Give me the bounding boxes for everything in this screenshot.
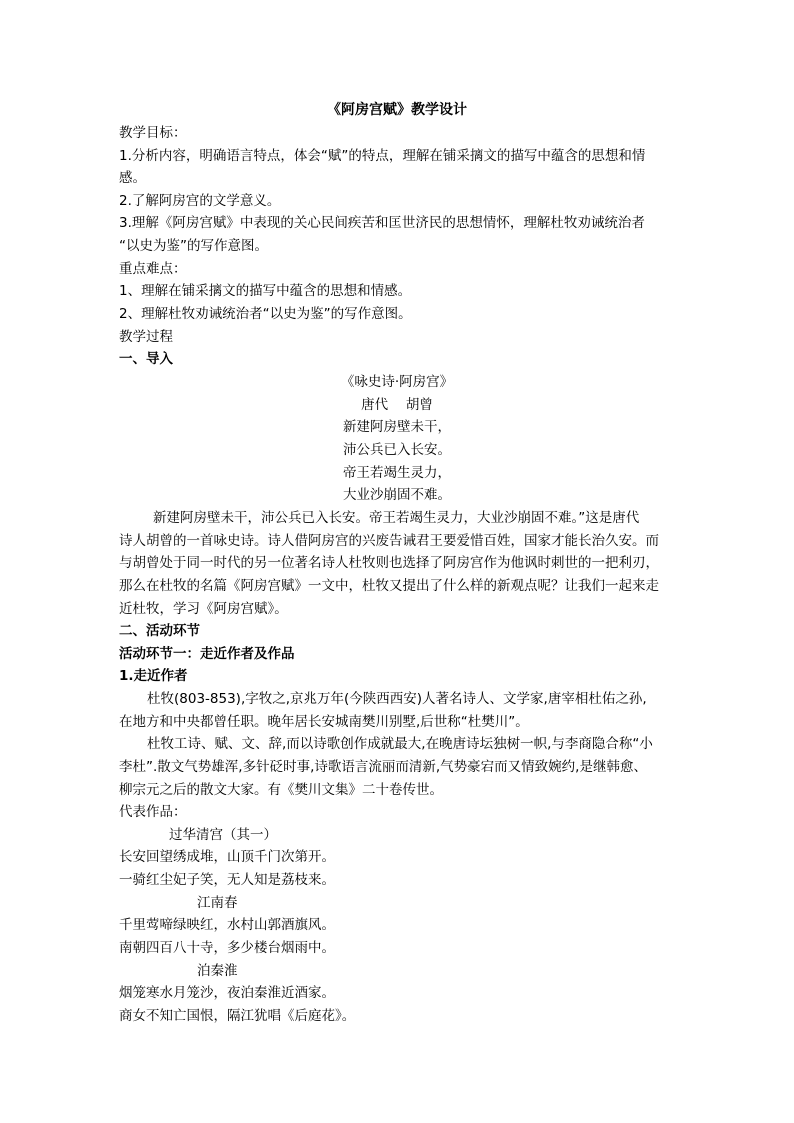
bio-line: 柳宗元之后的散文大家。有《樊川文集》二十卷传世。 bbox=[119, 782, 443, 798]
work-line: 长安回望绣成堆，山顶千门次第开。 bbox=[119, 849, 335, 865]
objective-1-line-1: 1.分析内容，明确语言特点，体会“赋”的特点，理解在铺采摛文的描写中蕴含的思想和情 bbox=[119, 148, 646, 164]
process-heading: 教学过程 bbox=[119, 329, 173, 345]
bio-line: 李杜”.散文气势雄浑,多针砭时事,诗歌语言流丽而清新,气势豪宕而又情致婉约,是继韩愈、 bbox=[119, 759, 647, 775]
poem-title: 《咏史诗·阿房宫》 bbox=[340, 374, 454, 390]
intro-paragraph-line: 诗人胡曾的一首咏史诗。诗人借阿房宫的兴废告诫君王要爱惜百姓，国家才能长治久安。而 bbox=[119, 533, 659, 549]
poem-line: 帝王若竭生灵力， bbox=[343, 465, 451, 481]
bio-line: 杜牧工诗、赋、文、辞,而以诗歌创作成就最大,在晚唐诗坛独树一帜,与李商隐合称“小 bbox=[147, 736, 653, 752]
objective-3-line-2: “以史为鉴”的写作意图。 bbox=[119, 238, 268, 254]
section-1-heading: 一、导入 bbox=[119, 351, 173, 367]
objectives-heading: 教学目标： bbox=[119, 125, 187, 141]
key-point-2: 2、理解杜牧劝诫统治者“以史为鉴”的写作意图。 bbox=[119, 306, 412, 322]
intro-paragraph-line: 那么在杜牧的名篇《阿房宫赋》一文中，杜牧又提出了什么样的新观点呢？让我们一起来走 bbox=[119, 578, 659, 594]
objective-1-line-2: 感。 bbox=[119, 170, 146, 186]
key-points-heading: 重点难点： bbox=[119, 261, 187, 277]
document-title: 《阿房宫赋》教学设计 bbox=[327, 102, 467, 118]
bio-line: 在地方和中央都曾任职。晚年居长安城南樊川别墅,后世称“杜樊川”。 bbox=[119, 714, 529, 730]
objective-2: 2.了解阿房宫的文学意义。 bbox=[119, 193, 281, 209]
poem-line: 大业沙崩固不难。 bbox=[343, 487, 451, 503]
objective-3-line-1: 3.理解《阿房宫赋》中表现的关心民间疾苦和匡世济民的思想情怀，理解杜牧劝诫统治者 bbox=[119, 215, 645, 231]
work-line: 南朝四百八十寺，多少楼台烟雨中。 bbox=[119, 940, 335, 956]
key-point-1: 1、理解在铺采摛文的描写中蕴含的思想和情感。 bbox=[119, 283, 412, 299]
intro-paragraph-line: 近杜牧，学习《阿房宫赋》。 bbox=[119, 601, 288, 617]
work-title: 江南春 bbox=[197, 895, 238, 911]
poem-author: 唐代 胡曾 bbox=[361, 397, 433, 413]
section-2-heading: 二、活动环节 bbox=[119, 623, 200, 639]
works-heading: 代表作品： bbox=[119, 804, 187, 820]
poem-line: 新建阿房壁未干， bbox=[343, 419, 451, 435]
intro-paragraph-line: 与胡曾处于同一时代的另一位著名诗人杜牧则也选择了阿房宫作为他讽时刺世的一把利刃， bbox=[119, 555, 659, 571]
work-line: 烟笼寒水月笼沙，夜泊秦淮近酒家。 bbox=[119, 985, 335, 1001]
activity-1-heading: 活动环节一：走近作者及作品 bbox=[119, 646, 295, 662]
work-title: 泊秦淮 bbox=[197, 963, 238, 979]
author-subheading: 1.走近作者 bbox=[119, 668, 188, 684]
work-line: 商女不知亡国恨，隔江犹唱《后庭花》。 bbox=[119, 1008, 356, 1024]
intro-paragraph-line: 新建阿房壁未干，沛公兵已入长安。帝王若竭生灵力，大业沙崩固不难。”这是唐代 bbox=[153, 510, 640, 526]
work-title: 过华清宫（其一） bbox=[169, 827, 277, 843]
work-line: 一骑红尘妃子笑，无人知是荔枝来。 bbox=[119, 872, 335, 888]
work-line: 千里莺啼绿映红，水村山郭酒旗风。 bbox=[119, 917, 335, 933]
poem-line: 沛公兵已入长安。 bbox=[343, 442, 451, 458]
bio-line: 杜牧(803-853),字牧之,京兆万年(今陕西西安)人著名诗人、文学家,唐宰相杜佑之孙, bbox=[147, 691, 647, 707]
